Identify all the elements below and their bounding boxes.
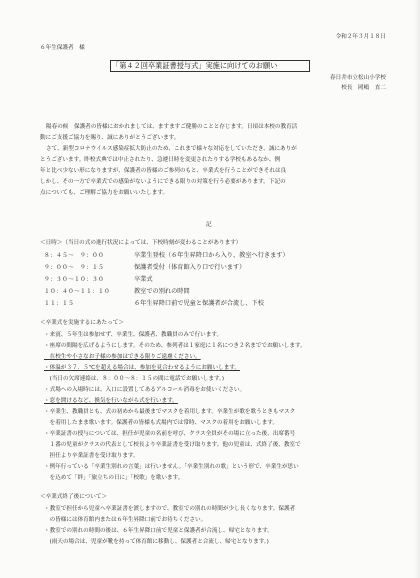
list-item: ・教室で担任から児童へ卒業証書を渡しますので、教室での別れの時間が少し長くなります。保護者 (44, 506, 296, 512)
list-item: ・卒業生、教職員とも、式の初めから最後までマスクを着用します。卒業生が歌を歌うときもマスク (44, 409, 296, 415)
scan-edge-shadow (414, 0, 420, 578)
list-item: (当日の欠席連絡は、８：００～８：１５の間に電話でお願いします。) (44, 376, 225, 382)
section-heading: ＜卒業式終了後について＞ (40, 494, 108, 500)
list-item: (雨天の場合は、児童が靴を持って体育館に移動し、保護者と合流し、帰宅となります。) (44, 539, 269, 545)
list-item: の皆様には体育館内または６年生昇降口前でお待ちください。 (44, 517, 207, 523)
schedule-time: １０：４０～１１：１０ (44, 289, 110, 295)
school-name: 春日井市立松山小学校 (330, 75, 386, 81)
addressee: ６年生保護者 様 (40, 45, 85, 51)
schedule-time: ９：００～ ９：１５ (44, 265, 104, 271)
schedule-time: １１：１５ (44, 301, 74, 307)
list-item: ・窓を開けるなど、換気を行いながら式を行います。 (44, 398, 178, 404)
list-item: １番の児童がクラスの代表として校長より卒業証書を受け取ります。他の児童は、式終了後、教室で (44, 442, 301, 448)
list-item: を込めて「絆」「旅立ちの日に」「校歌」を歌います。 (44, 475, 184, 481)
schedule-heading: ＜日時＞（当日の式の進行状況によっては、下校時刻が変わることがあります） (40, 240, 242, 246)
schedule-row (44, 300, 264, 308)
list-item: を着用したまま歌います。保護者の皆様も式場内では常時、マスクの着用をお願いします。 (44, 420, 279, 426)
schedule-desc: ６年生昇降口前で児童と保護者が合流し、下校 (134, 300, 264, 307)
schedule-time: ９：３０～１０：３０ (44, 277, 104, 283)
intro-line: しかし、その一方で卒業式での感染がないようにできる限りの対策を行う必要があります。下記の (40, 179, 286, 185)
intro-line: 点についても、ご理解ご協力をお願いいたします。 (40, 190, 169, 196)
principal-name: 校長 岡嶋 直二 (341, 85, 386, 91)
list-item: ・体温が３７．５℃を超える場合は、参加を見合わせるようにお願いします。 (44, 365, 241, 371)
list-item: ・座席の間隔を広げるようにします。そのため、参列者は１家庭に１名につき２名まででお願いします。 (44, 343, 306, 349)
intro-line: 動にご支援ご協力を賜り、誠にありがとうございます。 (40, 135, 180, 141)
intro-line: とうございます。昨校式典では中止されたり、急遽日時を変更されたりする学校もあるなか、例 (40, 157, 281, 163)
schedule-row (44, 276, 153, 284)
list-item: ・教室での別れの時間の後は、６年生昇降口前で児童と保護者が合流し、帰宅となります。 (44, 528, 273, 534)
schedule-row (44, 264, 245, 272)
schedule-row (44, 288, 190, 296)
intro-line: 陽春の候 保護者の皆様におかれましては、ますますご健勝のことと存じます。日頃は本校の教育活 (46, 124, 298, 130)
page-title: 「第４２回卒業証書授与式」実施に向けてのお願い (112, 61, 278, 70)
list-item: ・来賓、５年生は参加せず、卒業生、保護者、教職員のみで行います。 (44, 332, 223, 338)
schedule-desc: 保護者受付（体育館入り口で行います） (134, 264, 246, 271)
schedule-row (44, 252, 289, 260)
schedule-time: ８：４５～ ９：００ (44, 253, 104, 259)
schedule-desc: 卒業式 (134, 276, 153, 283)
list-item: 担任より卒業証書を受け取ります。 (44, 453, 139, 459)
intro-line: さて、新型コロナウイルス感染症拡大防止のため、これまで様々な対応をしていただき、誠にありが (46, 146, 297, 152)
schedule-desc: 教室での別れの時間 (134, 288, 190, 295)
list-item: 在校生や小さなお子様の参加はできる限りご遠慮ください。 (44, 354, 201, 360)
section-heading: ＜卒業式を実施するにあたって＞ (40, 320, 124, 326)
ki-heading: 記 (206, 222, 212, 228)
intro-line: 年と比べ少ない形になりますが、保護者の皆様のご参列のもと、卒業式を行うことができそれは良 (40, 168, 287, 174)
list-item: ・例年行っている「卒業生別れの言葉」は行いません。「卒業生別れの歌」という形で、卒業生が思い (44, 464, 299, 470)
schedule-desc: 卒業生登校（６年生昇降口から入り、教室へ行きます） (134, 252, 289, 259)
list-item: ・卒業証書の授与については、担任が児童の名前を呼び、クラス全員がその場に立った後、出席番号 (44, 431, 296, 437)
list-item: ・式場への入場時には、入口に設置してあるアルコール消毒をお使いください。 (44, 387, 246, 393)
date: 令和２年３月１８日 (335, 34, 386, 40)
